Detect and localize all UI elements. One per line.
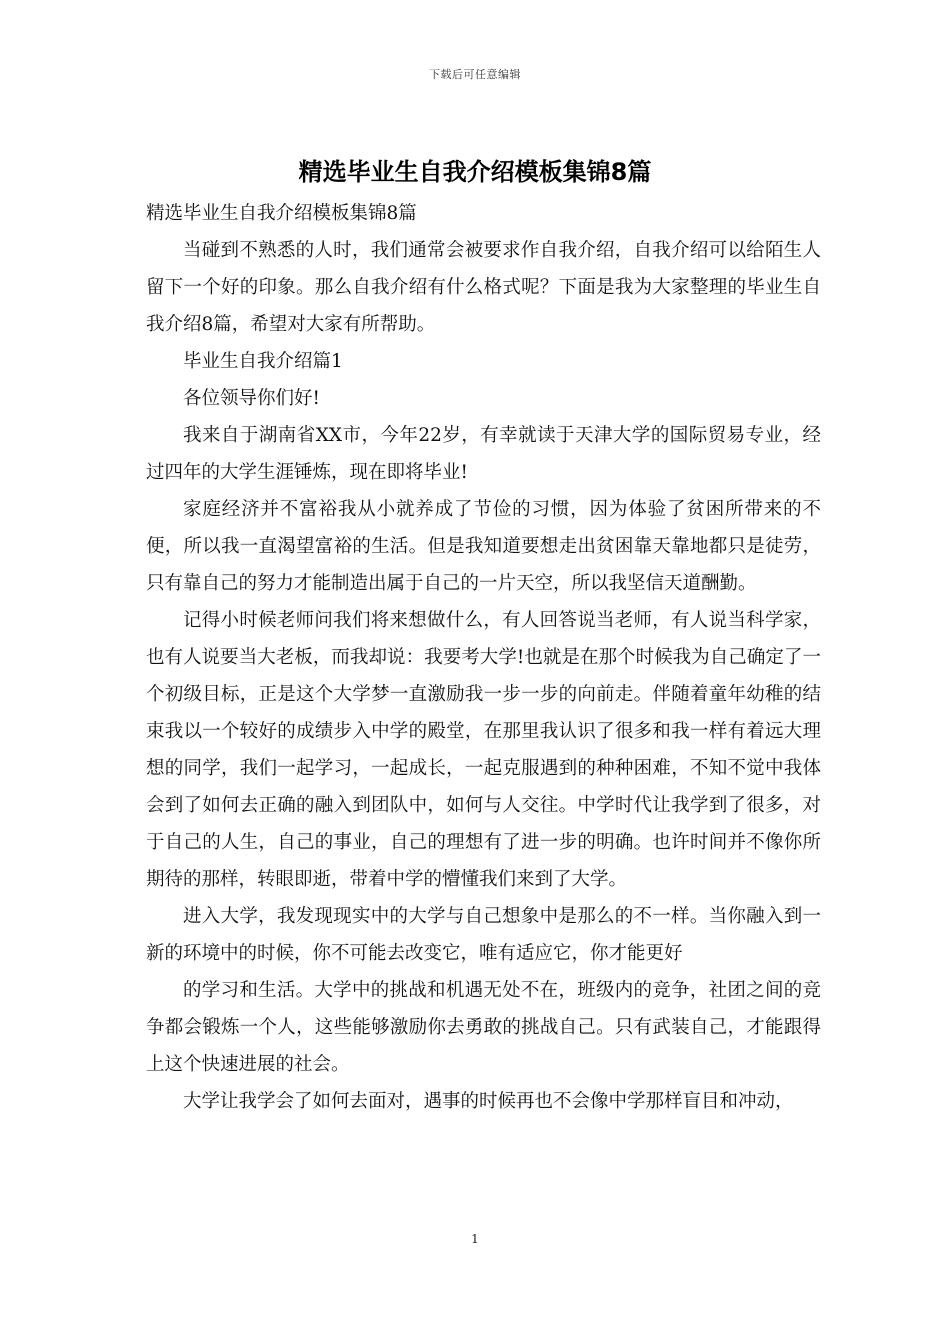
body-paragraph: 进入大学，我发现现实中的大学与自己想象中是那么的不一样。当你融入到一新的环境中的时候，你不可能去改变它，唯有适应它，你才能更好 — [146, 906, 821, 964]
document-title: 精选毕业生自我介绍模板集锦8篇 — [298, 158, 652, 186]
body-paragraph: 家庭经济并不富裕我从小就养成了节俭的习惯，因为体验了贫困所带来的不便，所以我一直渴望富裕的生活。但是我知道要想走出贫困靠天靠地都只是徒劳，只有靠自己的努力才能制造出属于自己的一片天空，所以我坚信天道酬勤。 — [146, 499, 821, 594]
body-paragraph: 我来自于湖南省XX市，今年22岁，有幸就读于天津大学的国际贸易专业，经过四年的大学生涯锤炼，现在即将毕业! — [146, 425, 821, 483]
body-paragraph: 记得小时候老师问我们将来想做什么，有人回答说当老师，有人说当科学家，也有人说要当大老板，而我却说：我要考大学!也就是在那个时候我为自己确定了一个初级目标，正是这个大学梦一直激励我一步一步的向前走。伴随着童年幼稚的结束我以一个较好的成绩步入中学的殿堂，在那里我认识了很多和我一样有着远大理想的同学，我们一起学习，一起成长，一起克服遇到的种种困难，不知不觉中我体会到了如何去正确的融入到团队中，如何与人交往。中学时代让我学到了很多，对于自己的人生，自己的事业，自己的理想有了进一步的明确。也许时间并不像你所期待的那样，转眼即逝，带着中学的懵懂我们来到了大学。 — [146, 610, 821, 890]
page-number: 1 — [471, 1232, 479, 1246]
section-heading: 毕业生自我介绍篇1 — [183, 351, 343, 372]
header-note: 下载后可任意编辑 — [429, 68, 521, 81]
document-body — [146, 195, 821, 1120]
body-paragraph: 当碰到不熟悉的人时，我们通常会被要求作自我介绍，自我介绍可以给陌生人留下一个好的印象。那么自我介绍有什么格式呢？下面是我为大家整理的毕业生自我介绍8篇，希望对大家有所帮助。 — [146, 240, 821, 335]
body-paragraph: 大学让我学会了如何去面对，遇事的时候再也不会像中学那样盲目和冲动， — [183, 1091, 794, 1112]
subtitle-paragraph: 精选毕业生自我介绍模板集锦8篇 — [146, 203, 417, 224]
body-paragraph: 的学习和生活。大学中的挑战和机遇无处不在，班级内的竞争，社团之间的竞争都会锻炼一个人，这些能够激励你去勇敢的挑战自己。只有武装自己，才能跟得上这个快速进展的社会。 — [146, 980, 821, 1075]
greeting-paragraph: 各位领导你们好! — [183, 388, 320, 409]
